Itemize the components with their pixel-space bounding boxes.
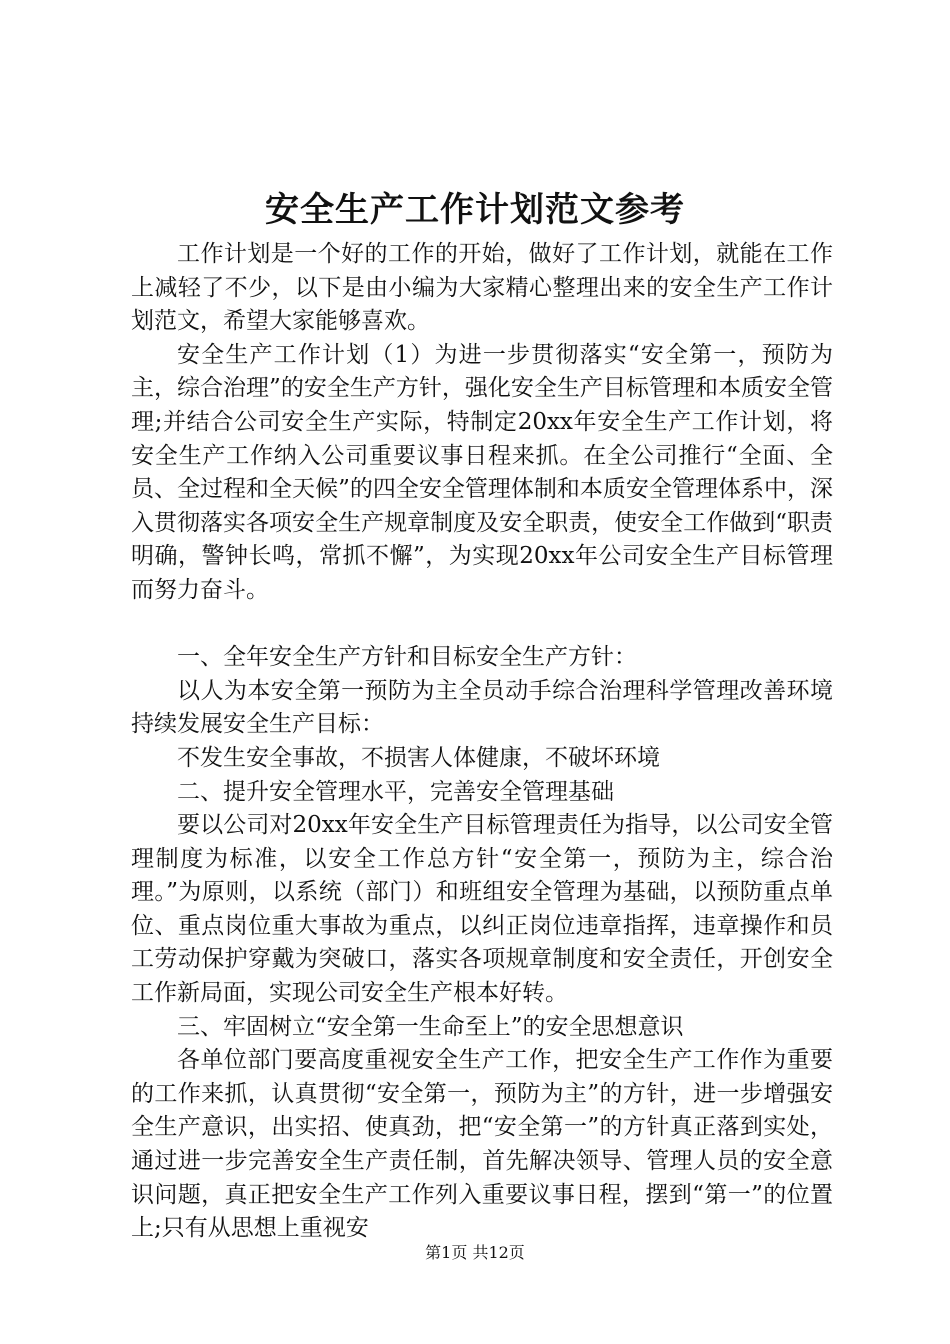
document-title: 安全生产工作计划范文参考 xyxy=(265,190,685,230)
paragraph-awareness: 各单位部门要高度重视安全生产工作，把安全生产工作作为重要的工作来抓，认真贯彻“安全第一，预防为主”的方针，进一步增强安全生产意识，出实招、使真劲，把“安全第一”的方针真正落到实处，通过进一步完善安全生产责任制，首先解决领导、管理人员的安全意识问题，真正把安全生产工作列入重要议事日程，摆到“第一”的位置上;只有从思想上重视安 xyxy=(131,1047,833,1242)
paragraph-plan-1: 安全生产工作计划（1）为进一步贯彻落实“安全第一，预防为主，综合治理”的安全生产方针，强化安全生产目标管理和本质安全管理;并结合公司安全生产实际，特制定20xx年安全生产工作计划，将安全生产工作纳入公司重要议事日程来抓。在全公司推行“全面、全员、全过程和全天候”的四全安全管理体制和本质安全管理体系中，深入贯彻落实各项安全生产规章制度及安全职责，使安全工作做到“职责明确，警钟长鸣，常抓不懈”，为实现20xx年公司安全生产目标管理而努力奋斗。 xyxy=(131,341,833,603)
paragraph-management: 要以公司对20xx年安全生产目标管理责任为指导，以公司安全管理制度为标准，以安全工作总方针“安全第一，预防为主，综合治理。”为原则，以系统（部门）和班组安全管理为基础，以预防重点单位、重点岗位重大事故为重点，以纠正岗位违章指挥，违章操作和员工劳动保护穿戴为突破口，落实各项规章制度和安全责任，开创安全工作新局面，实现公司安全生产根本好转。 xyxy=(131,812,833,1007)
section-heading-2: 二、提升安全管理水平，完善安全管理基础 xyxy=(177,778,614,805)
paragraph-policy: 以人为本安全第一预防为主全员动手综合治理科学管理改善环境持续发展安全生产目标： xyxy=(131,677,833,738)
section-heading-3: 三、牢固树立“安全第一生命至上”的安全思想意识 xyxy=(177,1013,684,1040)
document-body xyxy=(131,238,833,1246)
paragraph-intro: 工作计划是一个好的工作的开始，做好了工作计划，就能在工作上减轻了不少，以下是由小编为大家精心整理出来的安全生产工作计划范文，希望大家能够喜欢。 xyxy=(131,241,833,335)
section-heading-1: 一、全年安全生产方针和目标安全生产方针： xyxy=(177,644,637,671)
page-footer: 第1页 共12页 xyxy=(425,1243,525,1262)
paragraph-goal: 不发生安全事故，不损害人体健康，不破坏环境 xyxy=(177,744,660,771)
